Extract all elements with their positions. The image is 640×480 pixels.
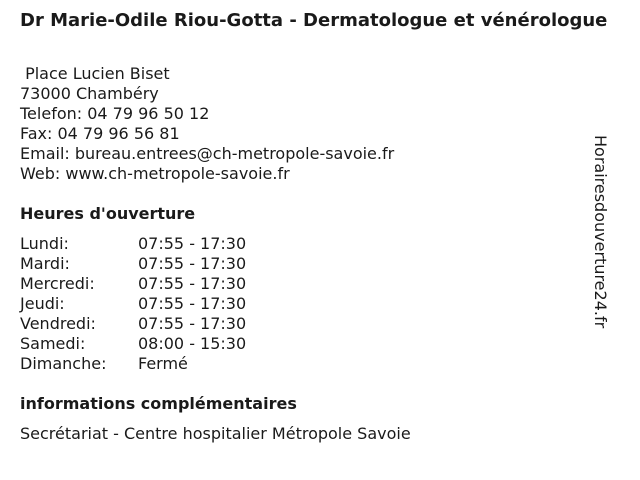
hours-row-monday xyxy=(20,234,280,254)
day-label: Vendredi: xyxy=(20,314,96,333)
city-postal: 73000 Chambéry xyxy=(20,84,159,103)
time-range: 07:55 - 17:30 xyxy=(138,254,247,273)
day-label: Dimanche: xyxy=(20,354,107,373)
day-label: Mardi: xyxy=(20,254,70,273)
time-range: 08:00 - 15:30 xyxy=(138,334,247,353)
fax-number: Fax: 04 79 96 56 81 xyxy=(20,124,180,143)
day-label: Jeudi: xyxy=(20,294,65,313)
day-label: Mercredi: xyxy=(20,274,95,293)
time-range: Fermé xyxy=(138,354,188,373)
contact-block xyxy=(20,64,394,184)
hours-row-saturday xyxy=(20,334,280,354)
hours-row-sunday xyxy=(20,354,280,374)
website-link[interactable]: Web: www.ch-metropole-savoie.fr xyxy=(20,164,290,183)
hours-row-friday xyxy=(20,314,280,334)
additional-info-text: Secrétariat - Centre hospitalier Métropole Savoie xyxy=(20,424,411,443)
time-range: 07:55 - 17:30 xyxy=(138,314,247,333)
site-watermark: Horairesdouverture24.fr xyxy=(591,135,610,329)
opening-hours-heading: Heures d'ouverture xyxy=(20,204,196,223)
email-address[interactable]: Email: bureau.entrees@ch-metropole-savoie.fr xyxy=(20,144,395,163)
time-range: 07:55 - 17:30 xyxy=(138,234,247,253)
page-title: Dr Marie-Odile Riou-Gotta - Dermatologue et vénérologue xyxy=(20,10,608,31)
hours-row-tuesday xyxy=(20,254,280,274)
day-label: Lundi: xyxy=(20,234,69,253)
time-range: 07:55 - 17:30 xyxy=(138,274,247,293)
hours-row-wednesday xyxy=(20,274,280,294)
opening-hours-table xyxy=(20,234,280,374)
time-range: 07:55 - 17:30 xyxy=(138,294,247,313)
additional-info-heading: informations complémentaires xyxy=(20,394,297,413)
phone-number[interactable]: Telefon: 04 79 96 50 12 xyxy=(20,104,210,123)
hours-row-thursday xyxy=(20,294,280,314)
day-label: Samedi: xyxy=(20,334,86,353)
street-address: Place Lucien Biset xyxy=(20,64,170,83)
